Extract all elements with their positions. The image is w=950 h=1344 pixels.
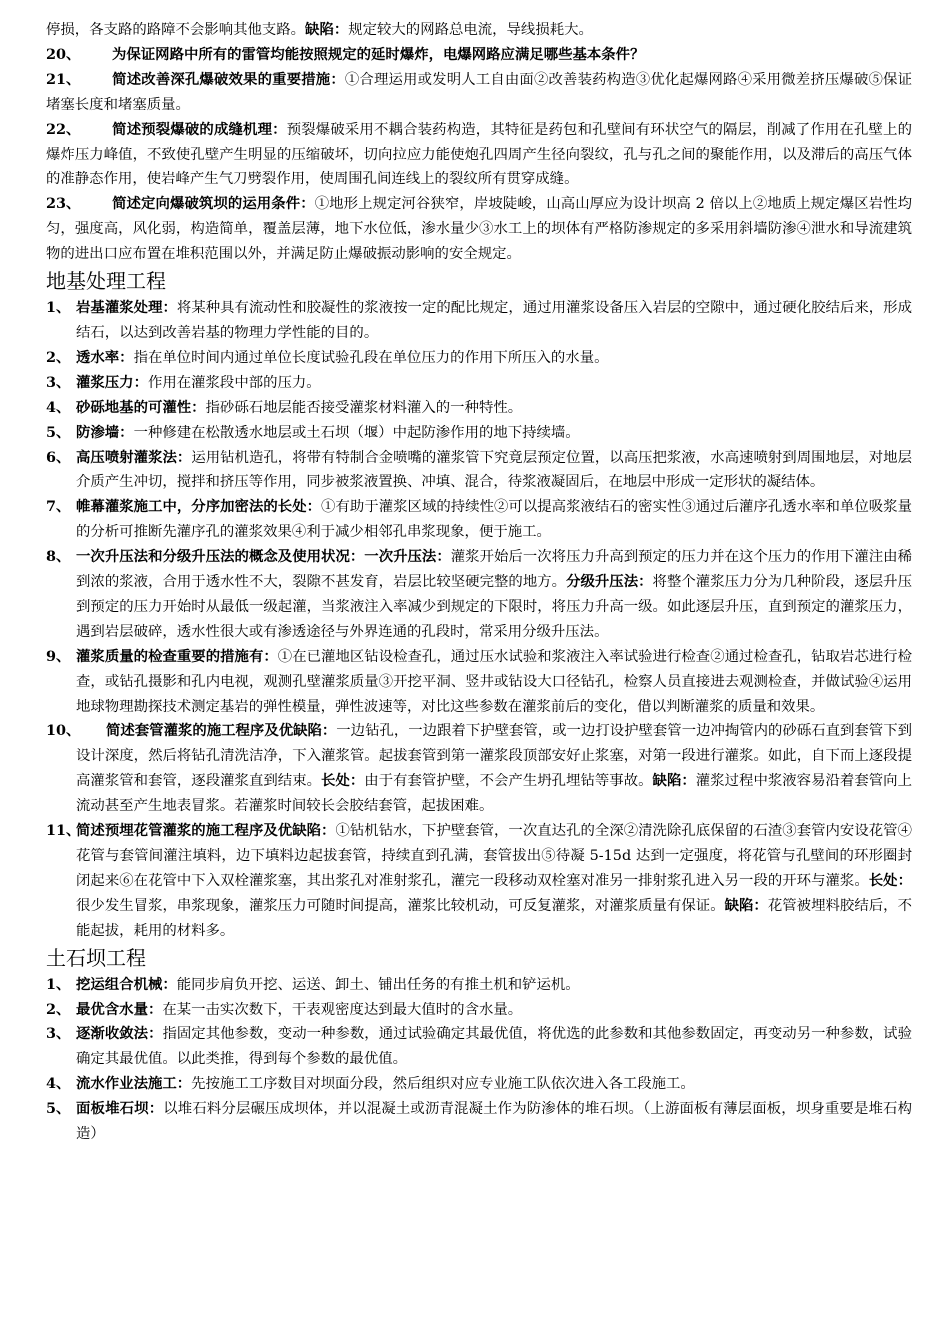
item-text: 指砂砾石地层能否接受灌浆材料灌入的一种特性。 <box>205 399 523 416</box>
section-heading-earth-rock-dam: 土石坝工程 <box>46 945 146 970</box>
question-20 <box>46 43 912 68</box>
question-22 <box>46 118 912 193</box>
list-item <box>46 296 912 346</box>
item-text: 在某一击实次数下，干表观密度达到最大值时的含水量。 <box>162 1001 523 1018</box>
lead-text-a: 停损，各支路的路障不会影响其他支路。 <box>46 22 306 38</box>
item-subtitle: 分级升压法： <box>566 573 653 591</box>
item-text: 将整个灌浆压力分为几种阶段，逐层升压到预定的压力开始时从最低一级起灌，当浆液注入率减少到规定的下限时，将压力升高一级。如此逐层升压，直到预定的灌浆压力，遇到岩层破碎，透水性很大或有渗透途径与外界连通的孔段时，常采用分级升压法。 <box>76 574 912 640</box>
list-item <box>46 819 912 944</box>
list-item <box>46 719 912 819</box>
question-23 <box>46 192 912 267</box>
list-item <box>46 1022 912 1072</box>
item-text: 以堆石料分层碾压成坝体，并以混凝土或沥青混凝土作为防渗体的堆石坝。（上游面板有薄层面板，坝身重要是堆石构造） <box>76 1101 912 1143</box>
question-21 <box>46 68 912 118</box>
item-title: 透水率： <box>76 348 134 366</box>
foundation-list <box>46 296 912 944</box>
item-number: 1、 <box>46 975 71 993</box>
list-item <box>46 371 912 396</box>
list-item <box>46 421 912 446</box>
item-text: 将某种具有流动性和胶凝性的浆液按一定的配比规定，通过用灌浆设备压入岩层的空隙中，通过硬化胶结后来，形成结石，以达到改善岩基的物理力学性能的目的。 <box>76 300 912 341</box>
item-title: 砂砾地基的可灌性： <box>76 398 206 416</box>
item-subtitle: 长处： <box>321 772 365 790</box>
item-text: 灌浆开始后一次将压力升高到预定的压力并在这个压力的作用下灌注由稀到浓的浆液，合用于透水性不大，裂隙不甚发育，岩层比较坚硬完整的地方。 <box>76 549 912 591</box>
item-number: 4、 <box>46 1075 71 1093</box>
item-title: 最优含水量： <box>76 1000 163 1018</box>
item-text: 由于有套管护壁，不会产生坍孔埋钻等事故。 <box>364 773 653 790</box>
item-text: 运用钻机造孔，将带有特制合金喷嘴的灌浆管下究竟层预定位置，以高压把浆液，水高速喷射到周围地层，对地层介质产生冲切，搅拌和挤压等作用，同步被浆液置换、冲填、混合，待浆液凝固后，在地层中形成一定形状的凝结体。 <box>76 449 912 491</box>
item-title: 岩基灌浆处理： <box>76 299 177 317</box>
item-title: 逐渐收敛法： <box>76 1025 163 1043</box>
list-item <box>46 1072 912 1097</box>
section-heading-foundation: 地基处理工程 <box>46 269 166 294</box>
list-item <box>46 396 912 421</box>
list-item <box>46 346 912 371</box>
item-title: 简述套管灌浆的施工程序及优缺陷： <box>106 722 337 740</box>
list-item <box>46 495 912 545</box>
item-text: ①有助于灌浆区域的持续性②可以提高浆液结石的密实性③通过后灌序孔透水率和单位吸浆量的分析可推断先灌序孔的灌浆效果④利于减少相邻孔串浆现象，便于施工。 <box>76 499 912 541</box>
item-number: 5、 <box>46 423 71 441</box>
item-title: 灌浆质量的检查重要的措施有： <box>76 647 278 665</box>
question-title: 简述改善深孔爆破效果的重要措施： <box>112 70 345 88</box>
item-subtitle: 长处： <box>868 871 912 889</box>
list-item <box>46 973 912 998</box>
item-number: 8、 <box>46 548 71 566</box>
question-number: 22、 <box>46 120 81 138</box>
item-title: 帷幕灌浆施工中，分序加密法的长处： <box>76 498 322 516</box>
item-title: 面板堆石坝： <box>76 1100 164 1118</box>
question-title: 简述预裂爆破的成缝机理： <box>112 120 287 138</box>
item-number: 7、 <box>46 498 71 516</box>
item-title: 防渗墙： <box>76 423 134 441</box>
lead-paragraph <box>46 18 912 43</box>
item-number: 2、 <box>46 1000 71 1018</box>
item-number: 3、 <box>46 1025 71 1043</box>
dam-list <box>46 973 912 1147</box>
list-item <box>46 645 912 720</box>
item-number: 6、 <box>46 448 71 466</box>
item-text: 灌浆过程中浆液容易沿着套管向上流动甚至产生地表冒浆。若灌浆时间较长会胶结套管，起拔困难。 <box>76 773 912 815</box>
lead-defect-label: 缺陷： <box>305 21 349 38</box>
item-number: 3、 <box>46 373 71 391</box>
question-number: 20、 <box>46 45 81 63</box>
item-number: 1、 <box>46 299 71 317</box>
item-title: 一次升压法和分级升压法的概念及使用状况： <box>76 548 365 566</box>
question-text: ①地形上规定河谷狭窄，岸坡陡峻，山高山厚应为设计坝高 2 倍以上②地质上规定爆区岩性均匀，强度高，风化弱，构造简单，覆盖层薄，地下水位低，渗水量少③水工上的坝体有严格防渗规定的多采用斜墙防渗④泄水和导流建筑物的进出口应布置在堆积范围以外，并满足防止爆破振动影响的安全规定。 <box>46 196 912 263</box>
item-text: 能同步肩负开挖、运送、卸土、铺出任务的有推土机和铲运机。 <box>176 976 580 993</box>
item-subtitle: 缺陷： <box>652 772 696 790</box>
item-number: 4、 <box>46 398 71 416</box>
question-number: 21、 <box>46 70 81 88</box>
item-title: 流水作业法施工： <box>76 1075 192 1093</box>
item-number: 2、 <box>46 348 71 366</box>
item-number: 10、 <box>46 722 81 740</box>
document-page <box>46 18 912 1147</box>
question-text: ①合理运用或发明人工自由面②改善装药构造③优化起爆网路④采用微差挤压爆破⑤保证堵塞长度和堵塞质量。 <box>46 71 912 113</box>
question-title: 为保证网路中所有的雷管均能按照规定的延时爆炸，电爆网路应满足哪些基本条件？ <box>112 45 645 63</box>
list-item <box>46 998 912 1023</box>
item-text: 指固定其他参数，变动一种参数，通过试验确定其最优值，将优选的此参数和其他参数固定，再变动另一种参数，试验确定其最优值。以此类推，得到每个参数的最优值。 <box>76 1026 912 1068</box>
item-subtitle: 一次升压法： <box>364 548 451 566</box>
item-title: 高压喷射灌浆法： <box>76 448 192 466</box>
item-number: 5、 <box>46 1100 71 1118</box>
question-number: 23、 <box>46 195 81 213</box>
item-text: 一种修建在松散透水地层或土石坝（堰）中起防渗作用的地下持续墙。 <box>133 424 580 441</box>
item-text: 很少发生冒浆，串浆现象，灌浆压力可随时间提高，灌浆比较机动，可反复灌浆，对灌浆质量有保证。 <box>76 897 725 914</box>
item-number: 9、 <box>46 647 71 665</box>
item-text: ①在已灌地区钻设检查孔，通过压水试验和浆液注入率试验进行检查②通过检查孔，钻取岩芯进行检查，或钻孔摄影和孔内电视，观测孔壁灌浆质量③开挖平洞、竖井或钻设大口径钻孔，检察人员直接进去观测检查，并做试验④运用地球物理勘探技术测定基岩的弹性模量，弹性波速等，对比这些参数在灌浆前后的变化，借以判断灌浆的质量和效果。 <box>76 648 912 715</box>
question-text: 预裂爆破采用不耦合装药构造，其特征是药包和孔壁间有环状空气的隔层，削减了作用在孔壁上的爆炸压力峰值，不致使孔壁产生明显的压缩破坏，切向拉应力能使炮孔四周产生径向裂纹，孔与孔之间的聚能作用，以及滞后的高压气体的准静态作用，使岩峰产生气刀劈裂作用，使周围孔间连线上的裂纹所有贯穿成缝。 <box>46 121 912 188</box>
item-number: 11、 <box>46 822 81 840</box>
item-title: 灌浆压力： <box>76 373 148 391</box>
item-text: ①钻机钻水，下护壁套管，一次直达孔的全深②清洗除孔底保留的石渣③套管内安设花管④花管与套管间灌注填料，边下填料边起拔套管，持续直到孔满，套管拔出⑤待凝 5-15d 达到一定强度，将花管与孔壁间的环形圈封闭起来⑥在花管中下入双栓灌浆塞，其出浆孔对准射浆孔，灌完一段移动双栓塞对准另一排射浆孔进入另一段的开环与灌浆。 <box>76 823 912 889</box>
item-subtitle: 缺陷： <box>724 896 768 914</box>
item-text: 花管被埋料胶结后，不能起拔，耗用的材料多。 <box>76 897 912 939</box>
item-text: 一边钻孔，一边跟着下护壁套管，或一边打设护壁套管一边冲掏管内的砂砾石直到套管下到设计深度，然后将钻孔清洗洁净，下入灌浆管。起拔套管到第一灌浆段顶部安好止浆塞，对第一段进行灌浆。如此，自下而上逐段提高灌浆管和套管，逐段灌浆直到结束。 <box>76 723 912 790</box>
list-item <box>46 1097 912 1147</box>
question-title: 简述定向爆破筑坝的运用条件： <box>112 195 315 213</box>
item-text: 作用在灌浆段中部的压力。 <box>147 374 321 391</box>
item-text: 先按施工工序数目对坝面分段，然后组织对应专业施工队依次进入各工段施工。 <box>191 1076 695 1093</box>
item-title: 挖运组合机械： <box>76 975 177 993</box>
lead-text-c: 规定较大的网路总电流，导线损耗大。 <box>348 22 593 38</box>
list-item <box>46 446 912 496</box>
item-text: 指在单位时间内通过单位长度试验孔段在单位压力的作用下所压入的水量。 <box>133 349 609 366</box>
list-item <box>46 545 912 645</box>
item-title: 简述预埋花管灌浆的施工程序及优缺陷： <box>76 822 336 840</box>
